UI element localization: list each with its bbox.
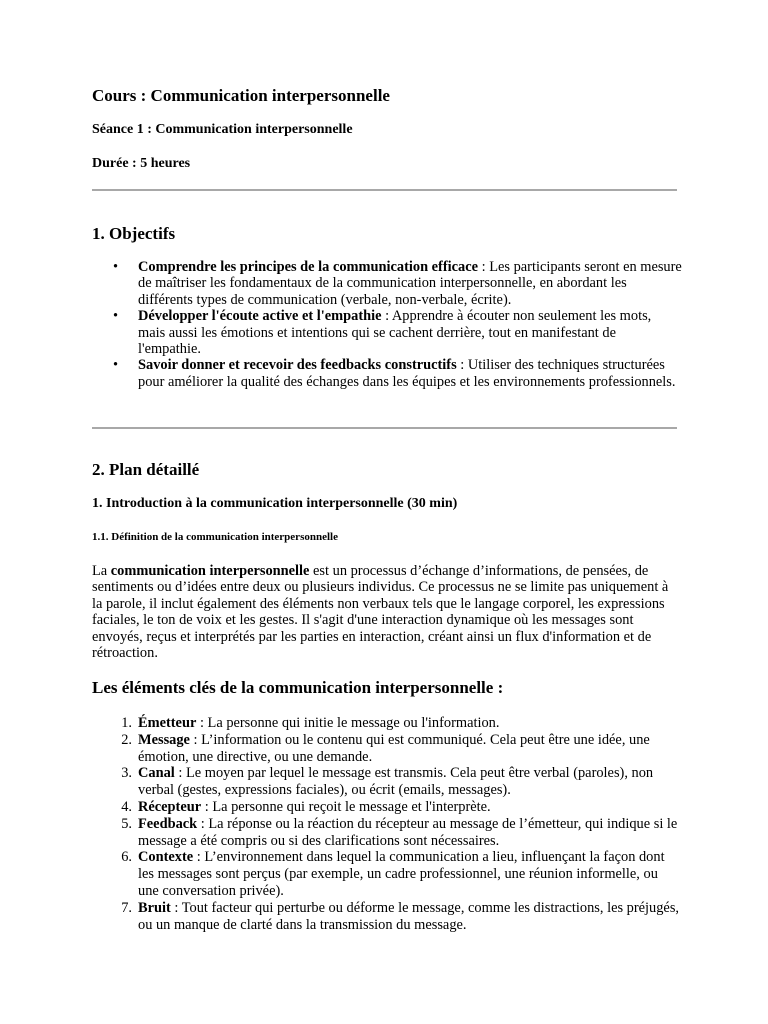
element-term: Feedback [138,815,198,832]
element-term: Récepteur [138,798,202,815]
list-item [121,815,682,850]
list-item [121,731,682,766]
objective-title: Développer l'écoute active et l'empathie [138,308,382,325]
objective-title: Savoir donner et recevoir des feedbacks constructifs [138,357,457,374]
list-number: 4. [121,798,132,815]
duration-label: Durée : 5 heures [92,156,191,171]
course-title: Cours : Communication interpersonnelle [92,86,390,105]
key-elements-heading: Les éléments clés de la communication interpersonnelle : [92,678,504,697]
element-text: : La réponse ou la réaction du récepteur au message de l’émetteur, qui indique si le message a été compris ou si des clarifications sont nécessaires. [138,815,678,849]
list-number: 5. [121,815,132,832]
bullet-icon: • [113,259,119,275]
list-number: 6. [121,849,132,866]
list-item [121,849,682,899]
element-text: : Le moyen par lequel le message est transmis. Cela peut être verbal (paroles), non verbal (gestes, expressions faciales), ou écrit (emails, messages). [138,765,654,799]
list-item [113,357,682,390]
session-title: Séance 1 : Communication interpersonnelle [92,122,353,137]
objective-title: Comprendre les principes de la communication efficace [138,259,478,275]
element-text: : La personne qui initie le message ou l'information. [196,715,500,731]
list-number: 2. [121,731,132,748]
list-item [113,259,682,308]
definition-paragraph [92,563,677,661]
element-term: Contexte [138,849,194,866]
element-text: : La personne qui reçoit le message et l'interprète. [201,798,491,815]
list-number: 3. [121,765,132,782]
objectives-list [92,259,682,390]
element-text: : L’information ou le contenu qui est communiqué. Cela peut être une idée, une émotion, une directive, ou une demande. [138,731,650,765]
list-number: 7. [121,899,132,916]
element-term: Message [138,731,190,748]
list-item [121,798,682,816]
element-term: Canal [138,765,175,782]
objective-text: : Utiliser des techniques structurées pour améliorer la qualité des échanges dans les équipes et les environnements professionnels. [138,357,676,390]
definition-term: communication interpersonnelle [110,563,310,579]
list-item [121,715,682,732]
bullet-icon: • [113,308,119,325]
bullet-icon: • [113,357,119,374]
subsection-heading: 1.1. Définition de la communication interpersonnelle [92,531,338,543]
section-heading: 1. Introduction à la communication interpersonnelle (30 min) [92,496,458,511]
element-text: : L’environnement dans lequel la communication a lieu, influençant la façon dont les messages sont perçus (par exemple, un cadre professionnel, une réunion informelle, ou une conversation privée). [138,849,665,899]
key-elements-list [92,715,682,933]
horizontal-rule [92,427,677,429]
list-item [121,899,682,934]
element-text: : Tout facteur qui perturbe ou déforme le message, comme les distractions, les préjugés, ou un manque de clarté dans la transmission du message. [138,899,680,933]
objective-text: : Apprendre à écouter non seulement les mots, mais aussi les émotions et intentions qui se cachent derrière, tout en manifestant de l'empathie. [138,308,652,358]
list-number: 1. [121,715,132,731]
element-term: Bruit [138,899,171,916]
horizontal-rule [92,189,677,191]
list-item [113,308,682,358]
list-item [121,765,682,799]
objective-text: : Les participants seront en mesure de maîtriser les fondamentaux de la communication interpersonnelle, en abordant les différents types de communication (verbale, non-verbale, écrite). [138,259,682,308]
definition-text: est un processus d’échange d’informations, de pensées, de sentiments ou d’idées entre deux ou plusieurs individus. Ce processus ne se limite pas uniquement à la parole, il inclut également des éléments non verbaux tels que le langage corporel, les expressions faciales, le ton de voix et les gestes. Il s'agit d'une interaction dynamique où les messages sont envoyés, reçus et interprétés par les parties en interaction, créant ainsi un flux d'information et de rétroaction. [92,563,669,662]
objectives-heading: 1. Objectifs [92,224,176,243]
plan-heading: 2. Plan détaillé [92,460,200,479]
element-term: Émetteur [138,715,197,731]
definition-prefix: La [92,563,111,579]
